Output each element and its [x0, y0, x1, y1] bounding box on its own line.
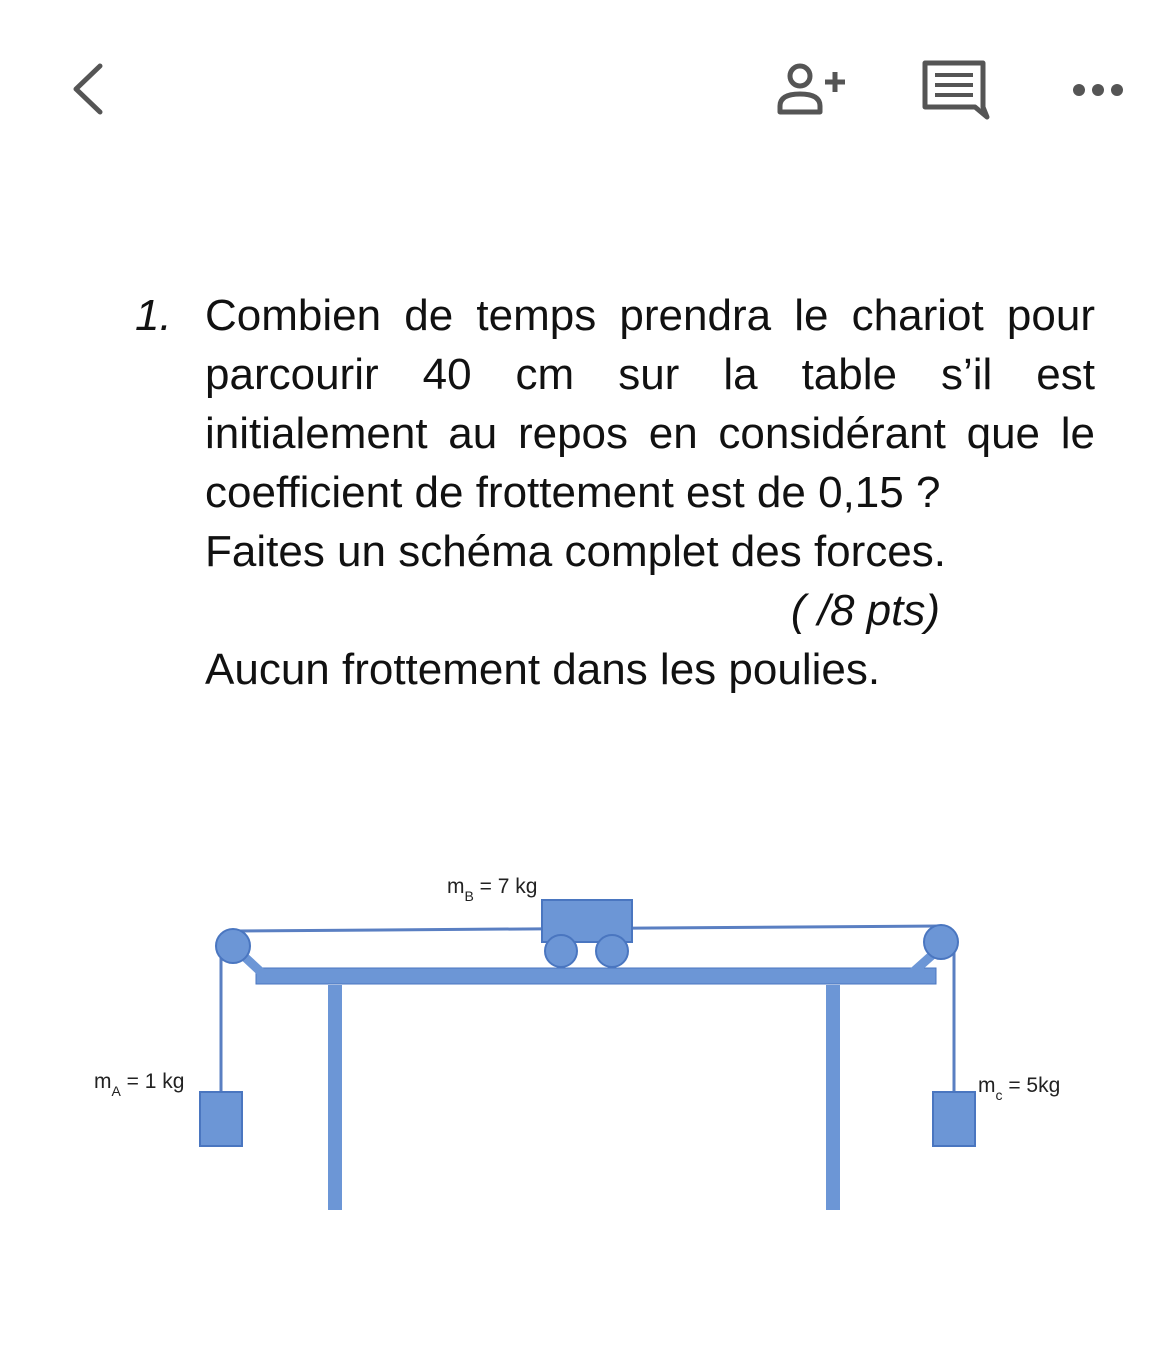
table-top — [256, 968, 936, 984]
comment-button[interactable] — [915, 55, 995, 125]
top-toolbar — [0, 0, 1170, 180]
mass-c-label: $m_c = 5kg$ — [978, 1074, 1061, 1103]
cart-wheel-right — [596, 935, 628, 967]
chevron-left-icon — [60, 58, 120, 120]
mass-a-label: $m_A = 1$ kg — [94, 1070, 185, 1099]
back-button[interactable] — [60, 58, 120, 120]
question-points: ( /8 pts) — [790, 586, 940, 635]
question-instruction: Faites un schéma complet des forces. — [205, 527, 946, 576]
pulley-diagram — [80, 860, 1090, 1230]
question-text: Combien de temps prendra le chariot pour parcourir 40 cm sur la table s’il est initialement au repos en considérant que le coefficient de frottement est de 0,15 ? — [205, 291, 1095, 517]
mass-c-block — [933, 1092, 975, 1146]
pulley-diagram-svg — [80, 860, 1090, 1230]
mass-b-label: $m_B = 7$ kg — [447, 875, 538, 904]
question-number: 1. — [135, 291, 172, 340]
add-person-button[interactable] — [770, 60, 850, 122]
question-body — [205, 286, 1095, 581]
more-options-button[interactable] — [1065, 72, 1135, 108]
mass-a-block — [200, 1092, 242, 1146]
table-leg-right — [826, 985, 840, 1210]
pulley-right — [924, 925, 958, 959]
comment-icon — [915, 55, 995, 125]
cart-wheel-left — [545, 935, 577, 967]
more-horizontal-icon — [1065, 72, 1135, 108]
pulley-left — [216, 929, 250, 963]
question-note: Aucun frottement dans les poulies. — [205, 645, 881, 694]
table-leg-left — [328, 985, 342, 1210]
person-add-icon — [770, 60, 850, 122]
